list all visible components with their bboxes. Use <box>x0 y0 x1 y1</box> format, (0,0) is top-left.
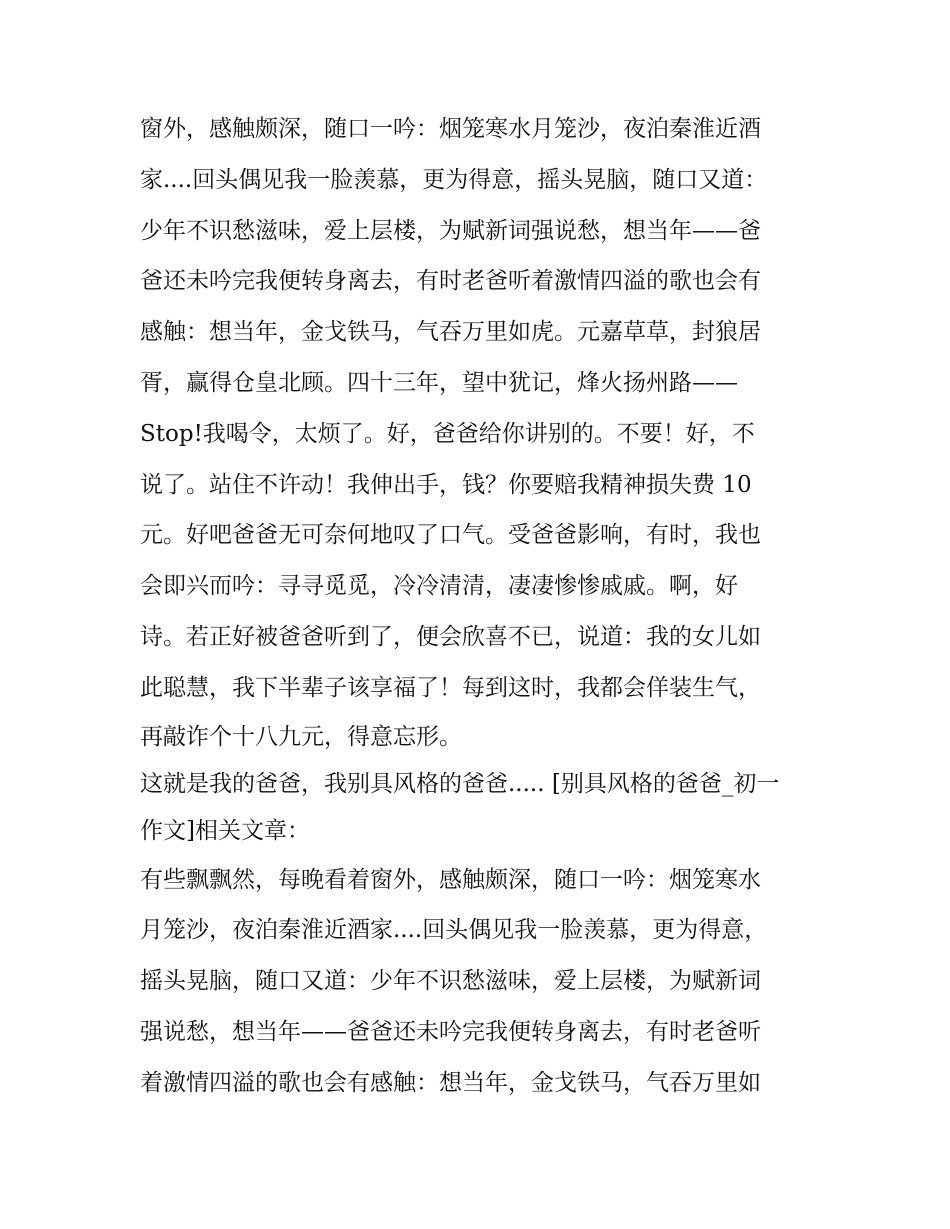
text-line: 说了。站住不许动！我伸出手，钱？你要赔我精神损失费 10 <box>140 471 752 498</box>
text-line: 强说愁，想当年——爸爸还未吟完我便转身离去，有时老爸听 <box>140 1018 761 1045</box>
text-line: 窗外，感触颇深，随口一吟：烟笼寒水月笼沙，夜泊秦淮近酒 <box>140 116 761 142</box>
text-line: 元。好吧爸爸无可奈何地叹了口气。受爸爸影响，有时，我也 <box>140 522 761 549</box>
text-line: 有些飘飘然，每晚看着窗外，感触颇深，随口一吟：烟笼寒水 <box>140 866 761 893</box>
text-line: 感触：想当年，金戈铁马，气吞万里如虎。元嘉草草，封狼居 <box>140 319 761 346</box>
text-line: 爸还未吟完我便转身离去，有时老爸听着激情四溢的歌也会有 <box>140 268 761 295</box>
text-line: 摇头晃脑，随口又道：少年不识愁滋味，爱上层楼，为赋新词 <box>140 968 761 995</box>
text-line: Stop!我喝令，太烦了。好，爸爸给你讲别的。不要！好，不 <box>140 420 755 447</box>
text-line: 这就是我的爸爸，我别具风格的爸爸..... [别具风格的爸爸_初一 <box>140 770 780 797</box>
text-line: 家....回头偶见我一脸羡慕，更为得意，摇头晃脑，随口又道： <box>140 166 768 193</box>
text-line: 会即兴而吟：寻寻觅觅，冷冷清清，凄凄惨惨戚戚。啊，好 <box>140 573 738 600</box>
text-line: 少年不识愁滋味，爱上层楼，为赋新词强说愁，想当年——爸 <box>140 217 761 244</box>
text-line: 诗。若正好被爸爸听到了，便会欣喜不已，说道：我的女儿如 <box>140 623 761 650</box>
text-line: 此聪慧，我下半辈子该享福了！每到这时，我都会佯装生气， <box>140 674 761 701</box>
text-line: 着激情四溢的歌也会有感触：想当年，金戈铁马，气吞万里如 <box>140 1069 761 1096</box>
body-text <box>140 104 820 1109</box>
text-line: 胥，赢得仓皇北顾。四十三年，望中犹记，烽火扬州路—— <box>140 369 738 396</box>
text-line: 作文]相关文章： <box>140 817 310 844</box>
text-line: 月笼沙，夜泊秦淮近酒家....回头偶见我一脸羡慕，更为得意， <box>140 917 768 944</box>
text-line: 再敲诈个十八九元，得意忘形。 <box>140 723 462 750</box>
